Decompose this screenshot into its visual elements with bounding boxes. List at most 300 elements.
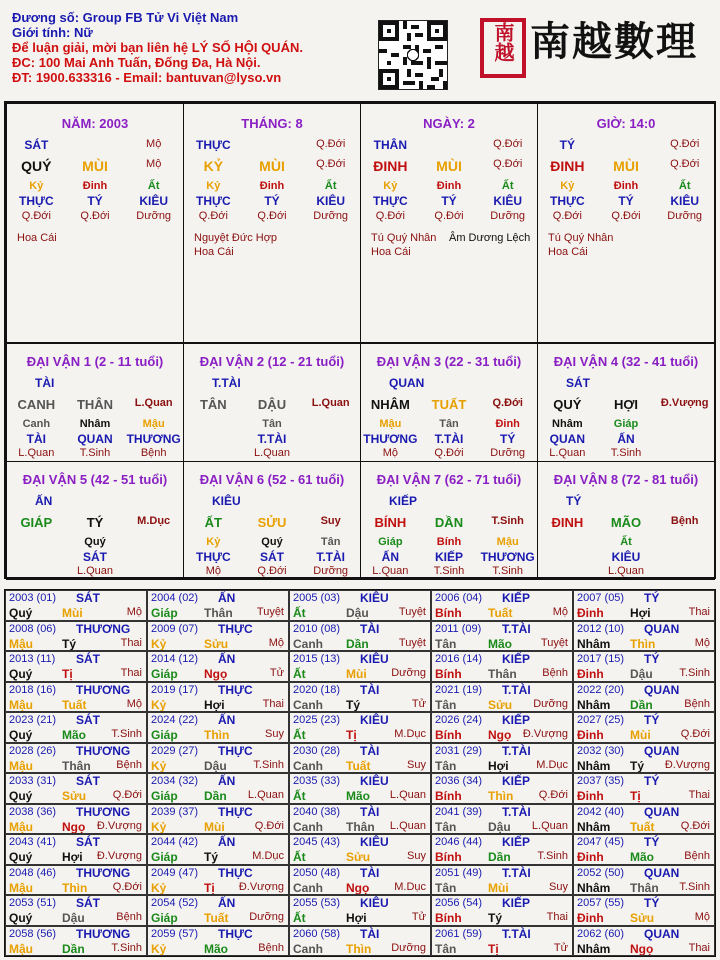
stem: KỶ: [203, 158, 224, 174]
pillar-top-row: [7, 138, 183, 152]
hidden-god: T.TÀI: [434, 432, 464, 446]
year-label: 2019 (17): [151, 683, 199, 696]
year-ten-god: QUAN: [644, 865, 680, 880]
branch: SỬU: [257, 515, 287, 530]
ten-god: THÂN: [373, 138, 407, 152]
hidden-god: TÝ: [441, 194, 457, 208]
year-cell: [573, 895, 715, 926]
pillar-title: THÁNG: 8: [241, 116, 303, 131]
ten-god: TÝ: [559, 138, 575, 152]
year-cell: [147, 743, 289, 774]
year-ten-god: TÝ: [644, 896, 660, 910]
year-branch: Tuất: [204, 911, 229, 925]
hidden-god: TÝ: [87, 194, 103, 208]
year-stem: Đinh: [577, 667, 604, 681]
year-label: 2018 (16): [9, 683, 57, 696]
year-branch: Mùi: [204, 819, 225, 834]
hidden-god: [184, 432, 243, 446]
year-cell: [431, 590, 573, 621]
year-cell: [5, 865, 147, 896]
year-branch: Tị: [630, 789, 641, 803]
hidden-god: THỰC: [19, 194, 54, 208]
year-cell: [431, 682, 573, 713]
dai-van-cell: [183, 461, 361, 580]
year-label: 2051 (49): [435, 866, 483, 879]
dai-van-cell: [537, 343, 715, 462]
year-branch: Thân: [630, 880, 659, 895]
year-label: 2031 (29): [435, 744, 483, 757]
pillar-top-row: [538, 138, 714, 152]
hidden-stem: Quý: [84, 536, 106, 548]
year-ten-god: THƯƠNG: [76, 621, 131, 636]
year-label: 2041 (39): [435, 805, 483, 818]
year-stem: Bính: [435, 850, 462, 864]
hidden-god: TÝ: [618, 194, 634, 208]
year-stem: Nhâm: [577, 758, 611, 773]
year-stem: Mậu: [9, 941, 33, 956]
year-stem: Giáp: [151, 850, 178, 864]
dai-van-main-row: [7, 515, 183, 530]
year-stage: Suy: [549, 880, 568, 893]
hidden-stage: T.Sinh: [492, 565, 523, 577]
pillar-cell: [360, 103, 538, 343]
hidden-stage: [538, 565, 597, 577]
year-cell: [5, 621, 147, 652]
year-stage: T.Sinh: [253, 758, 284, 771]
year-cell: [5, 682, 147, 713]
growth-stage: Mộ: [146, 158, 162, 170]
year-stage: Mộ: [126, 606, 142, 618]
special-star: Hoa Cái: [548, 246, 588, 258]
year-stage: Thai: [546, 911, 568, 923]
growth-stage: Q.Đới: [670, 138, 700, 150]
year-label: 2052 (50): [577, 866, 625, 879]
year-branch: Ngọ: [204, 667, 228, 681]
year-label: 2045 (43): [293, 836, 341, 848]
year-branch: Tuất: [488, 606, 513, 620]
year-stem: Giáp: [151, 606, 178, 620]
dai-van-cell: [360, 343, 538, 462]
year-stage: Mộ: [268, 636, 284, 649]
hidden-stage-row: [361, 565, 537, 577]
hidden-stage: Q.Đới: [375, 210, 405, 222]
stem: ẤT: [204, 515, 222, 530]
hidden-stage-row: [538, 447, 714, 459]
year-cell: [147, 682, 289, 713]
year-ten-god: T.TÀI: [502, 865, 531, 880]
hidden-god: ẤN: [381, 550, 399, 564]
year-branch: Tị: [346, 728, 357, 742]
year-label: 2017 (15): [577, 653, 625, 665]
year-ten-god: THỰC: [218, 743, 253, 758]
year-label: 2037 (35): [577, 775, 625, 787]
pillar-main-row: [7, 158, 183, 174]
growth-stage: Q.Đới: [493, 158, 523, 170]
year-label: 2042 (40): [577, 805, 625, 818]
year-label: 2060 (58): [293, 927, 341, 940]
year-stage: Suy: [265, 728, 284, 740]
year-stage: Suy: [407, 758, 426, 771]
year-label: 2011 (09): [435, 622, 482, 635]
header-phone-email: ĐT: 1900.633316 - Email: bantuvan@lyso.vn: [12, 70, 282, 85]
hidden-stage: Bệnh: [140, 447, 167, 459]
year-stage: Đ.Vượng: [238, 880, 284, 893]
year-label: 2008 (06): [9, 622, 57, 635]
stem: ĐINH: [550, 158, 585, 174]
year-label: 2028 (26): [9, 744, 57, 757]
year-label: 2044 (42): [151, 836, 199, 848]
year-ten-god: T.TÀI: [502, 743, 531, 758]
hidden-stage: [7, 565, 66, 577]
hidden-stem: [538, 536, 597, 548]
year-branch: Mão: [488, 636, 512, 651]
header-address: ĐC: 100 Mai Anh Tuấn, Đống Đa, Hà Nội.: [12, 55, 261, 70]
hidden-stem: [184, 418, 243, 430]
year-cell: [5, 804, 147, 835]
year-cell: [431, 926, 573, 957]
year-branch: Dậu: [204, 758, 227, 773]
year-label: 2015 (13): [293, 653, 341, 665]
year-cell: [431, 651, 573, 682]
year-ten-god: KIẾP: [502, 591, 531, 605]
year-ten-god: THƯƠNG: [76, 926, 131, 941]
year-label: 2049 (47): [151, 866, 199, 879]
pillar-title: GIỜ: 14:0: [596, 116, 656, 131]
year-stage: T.Sinh: [111, 941, 142, 954]
header-gender: Giới tính: Nữ: [12, 25, 93, 40]
year-cell: [431, 895, 573, 926]
year-stage: Bệnh: [542, 667, 568, 679]
hidden-stage: L.Quan: [18, 447, 55, 459]
year-cell: [289, 773, 431, 804]
year-label: 2033 (31): [9, 775, 57, 787]
year-label: 2027 (25): [577, 714, 625, 726]
year-ten-god: KIÊU: [360, 835, 389, 849]
hidden-gods-row: [538, 194, 714, 208]
year-stem: Canh: [293, 758, 323, 773]
year-cell: [147, 712, 289, 743]
hidden-god: TÝ: [500, 432, 516, 446]
growth-stage: Mộ: [146, 138, 162, 150]
year-ten-god: KIÊU: [360, 896, 389, 910]
year-cell: [289, 743, 431, 774]
year-cell: [147, 834, 289, 865]
year-ten-god: T.TÀI: [502, 804, 531, 819]
hidden-stems-row: [538, 536, 714, 548]
year-stem: Ất: [293, 728, 306, 742]
year-label: 2040 (38): [293, 805, 341, 818]
year-branch: Dần: [346, 636, 369, 651]
year-label: 2024 (22): [151, 714, 199, 726]
hidden-god: [124, 550, 183, 564]
year-label: 2021 (19): [435, 683, 483, 696]
year-stem: Ất: [293, 911, 306, 925]
dai-van-title: ĐẠI VẬN 4 (32 - 41 tuổi): [553, 354, 699, 369]
year-cell: [5, 712, 147, 743]
hidden-god: KIẾP: [435, 550, 464, 564]
hidden-god: ẤN: [617, 432, 635, 446]
year-branch: Ngọ: [488, 728, 512, 742]
hidden-stage-row: [7, 210, 183, 222]
pillar-main-row: [361, 158, 537, 174]
brand-logo: 南越數理: [530, 18, 698, 65]
year-stem: Giáp: [151, 728, 178, 742]
year-stem: Kỷ: [151, 819, 167, 834]
year-cell: [289, 682, 431, 713]
year-label: 2062 (60): [577, 927, 625, 940]
hidden-stem: [655, 418, 714, 430]
hidden-god: QUAN: [549, 432, 585, 446]
year-label: 2020 (18): [293, 683, 341, 696]
year-cell: [289, 590, 431, 621]
year-branch: Tý: [488, 911, 503, 925]
year-stem: Nhâm: [577, 941, 611, 956]
branch: DẬU: [257, 397, 287, 412]
hidden-stem: Đinh: [613, 180, 639, 192]
year-stem: Bính: [435, 789, 462, 803]
year-cell: [431, 804, 573, 835]
hidden-stage-row: [184, 447, 360, 459]
year-stem: Canh: [293, 880, 323, 895]
year-stem: Ất: [293, 606, 306, 620]
hidden-stage: T.Sinh: [433, 565, 465, 577]
hidden-stage: Q.Đới: [21, 210, 51, 222]
year-ten-god: KIÊU: [360, 652, 389, 666]
branch: MÙI: [613, 158, 639, 174]
year-stem: Tân: [435, 636, 457, 651]
year-stem: Ất: [293, 789, 306, 803]
year-cell: [573, 834, 715, 865]
dai-van-main-row: [184, 397, 360, 412]
dai-van-main-row: [538, 397, 714, 412]
year-ten-god: KIẾP: [502, 652, 531, 666]
hidden-stems-row: [361, 180, 537, 192]
year-stage: Thai: [262, 697, 284, 710]
year-stem: Mậu: [9, 880, 33, 895]
year-label: 2039 (37): [151, 805, 199, 818]
year-ten-god: KIÊU: [360, 591, 389, 605]
hidden-stems-row: [361, 536, 537, 548]
year-branch: Sửu: [630, 911, 655, 925]
year-branch: Tý: [62, 636, 77, 651]
year-branch: Hợi: [346, 911, 367, 925]
hidden-stage: Dưỡng: [490, 210, 526, 222]
growth-stage: T.Sinh: [491, 515, 524, 527]
year-stem: Canh: [293, 941, 323, 956]
year-cell: [5, 743, 147, 774]
hidden-stem: Tân: [320, 536, 341, 548]
year-stage: Suy: [407, 850, 426, 862]
year-label: 2030 (28): [293, 744, 341, 757]
year-label: 2006 (04): [435, 592, 483, 604]
year-branch: Hợi: [62, 850, 83, 864]
stem: TÂN: [199, 397, 227, 412]
hidden-stems-row: [538, 180, 714, 192]
year-branch: Ngọ: [630, 941, 654, 956]
hidden-stem: Bính: [436, 536, 462, 548]
year-cell: [573, 621, 715, 652]
year-ten-god: ẤN: [218, 713, 236, 727]
hidden-stem: Kỷ: [383, 180, 398, 192]
ten-god: TÀI: [35, 376, 55, 390]
year-ten-god: SÁT: [76, 774, 100, 788]
growth-stage: Đ.Vượng: [660, 397, 709, 409]
hidden-stage-row: [538, 565, 714, 577]
year-ten-god: TÀI: [360, 621, 380, 636]
year-stage: Đ.Vượng: [96, 850, 142, 862]
year-cell: [431, 773, 573, 804]
hidden-stage: [124, 565, 183, 577]
hidden-stem: Giáp: [613, 418, 639, 430]
hidden-stem: Kỷ: [206, 536, 221, 548]
year-cell: [147, 651, 289, 682]
year-ten-god: KIẾP: [502, 896, 531, 910]
hidden-god: [538, 550, 597, 564]
year-stem: Nhâm: [577, 636, 611, 651]
year-ten-god: TÝ: [644, 591, 660, 605]
hidden-gods-row: [7, 550, 183, 564]
year-branch: Thân: [204, 606, 233, 620]
year-stage: Dưỡng: [533, 697, 568, 710]
dai-van-cell: [360, 461, 538, 580]
branch: MÙI: [259, 158, 285, 174]
hidden-stem: [124, 536, 183, 548]
year-stem: Bính: [435, 606, 462, 620]
year-stage: L.Quan: [247, 789, 284, 801]
hidden-stage: L.Quan: [607, 565, 645, 577]
ten-god: T.TÀI: [212, 376, 241, 390]
hidden-gods-row: [361, 194, 537, 208]
year-cell: [5, 590, 147, 621]
header-contact-note: Để luận giải, mời bạn liên hệ LÝ SỐ HỘI QUÁN.: [12, 40, 303, 55]
year-ten-god: THỰC: [218, 804, 253, 819]
year-ten-god: ẤN: [218, 652, 236, 666]
year-branch: Ngọ: [62, 819, 86, 834]
year-ten-god: T.TÀI: [502, 682, 531, 697]
growth-stage: L.Quan: [311, 397, 350, 409]
year-ten-god: SÁT: [76, 835, 100, 849]
year-ten-god: TÝ: [644, 774, 660, 788]
hidden-stage: [184, 447, 243, 459]
pillar-cell: [183, 103, 361, 343]
hidden-god: [301, 432, 360, 446]
year-stage: Tử: [411, 911, 426, 923]
year-label: 2016 (14): [435, 653, 483, 665]
stem: BÍNH: [374, 515, 407, 530]
year-label: 2059 (57): [151, 927, 199, 940]
dai-van-cell: [6, 343, 184, 462]
hidden-stem: Tân: [262, 418, 282, 430]
year-ten-god: QUAN: [644, 621, 680, 636]
year-cell: [289, 804, 431, 835]
year-stem: Quý: [9, 728, 33, 742]
hidden-stem: Nhâm: [79, 418, 111, 430]
hidden-stage: [655, 447, 714, 459]
hidden-stem: Quý: [261, 536, 283, 548]
year-stage: Thai: [120, 667, 142, 679]
year-branch: Thìn: [488, 789, 514, 803]
growth-stage: L.Quan: [134, 397, 173, 409]
hidden-stem: Ất: [324, 180, 337, 192]
hidden-stage: Q.Đới: [257, 565, 287, 577]
year-stem: Quý: [9, 667, 33, 681]
year-stem: Bính: [435, 667, 462, 681]
stem: CANH: [17, 397, 56, 412]
year-ten-god: KIẾP: [502, 713, 531, 727]
year-stem: Đinh: [577, 850, 604, 864]
year-stage: M.Dục: [536, 758, 568, 771]
year-stage: Q.Đới: [680, 819, 710, 832]
special-star: Hoa Cái: [17, 232, 57, 244]
year-cell: [573, 743, 715, 774]
year-stage: Thai: [120, 636, 142, 649]
year-stage: Bệnh: [684, 697, 710, 710]
year-stem: Canh: [293, 636, 323, 651]
dai-van-title: ĐẠI VẬN 8 (72 - 81 tuổi): [553, 472, 699, 487]
year-branch: Ngọ: [346, 880, 370, 895]
hidden-stage-row: [7, 565, 183, 577]
year-stage: Tuyệt: [540, 636, 568, 649]
year-cell: [573, 804, 715, 835]
hidden-stem: Đinh: [495, 418, 520, 430]
year-branch: Hợi: [204, 697, 225, 712]
year-stage: Dưỡng: [391, 667, 426, 679]
year-ten-god: TÀI: [360, 865, 380, 880]
year-stage: Thai: [688, 789, 710, 801]
hidden-god: [655, 550, 714, 564]
hidden-stem: Kỷ: [29, 180, 44, 192]
year-stem: Kỷ: [151, 758, 167, 773]
year-cell: [431, 865, 573, 896]
hidden-god: THỰC: [196, 194, 231, 208]
year-ten-god: SÁT: [76, 713, 100, 727]
special-star: Hoa Cái: [371, 246, 411, 258]
year-branch: Tuất: [630, 819, 655, 834]
pillar-main-row: [184, 158, 360, 174]
hidden-stems-row: [184, 536, 360, 548]
hidden-god: KIÊU: [139, 194, 169, 208]
year-stem: Tân: [435, 941, 457, 956]
dai-van-title: ĐẠI VẬN 2 (12 - 21 tuổi): [199, 354, 345, 369]
year-ten-god: THỰC: [218, 926, 253, 941]
dai-van-main-row: [361, 397, 537, 412]
year-cell: [573, 682, 715, 713]
year-stage: T.Sinh: [679, 667, 710, 679]
ten-god: SÁT: [24, 138, 49, 152]
hidden-stems-row: [7, 180, 183, 192]
ten-god: QUAN: [389, 376, 425, 390]
hidden-stage: [655, 565, 714, 577]
year-stem: Bính: [435, 911, 462, 925]
spacer: [66, 138, 125, 152]
hidden-stage: Q.Đới: [257, 210, 287, 222]
hidden-god: KIÊU: [670, 194, 700, 208]
hidden-god: SÁT: [260, 550, 284, 564]
ten-god: ẤN: [35, 494, 53, 508]
hidden-god: [655, 432, 714, 446]
year-label: 2005 (03): [293, 592, 341, 604]
hidden-stems-row: [7, 418, 183, 430]
hidden-stem: Mậu: [142, 418, 165, 430]
year-cell: [573, 926, 715, 957]
year-branch: Tị: [204, 880, 215, 895]
year-stem: Ất: [293, 667, 306, 681]
year-cell: [289, 834, 431, 865]
year-stage: Đ.Vượng: [96, 819, 142, 832]
pillar-top-row: [184, 138, 360, 152]
year-stem: Giáp: [151, 667, 178, 681]
year-label: 2036 (34): [435, 775, 483, 787]
